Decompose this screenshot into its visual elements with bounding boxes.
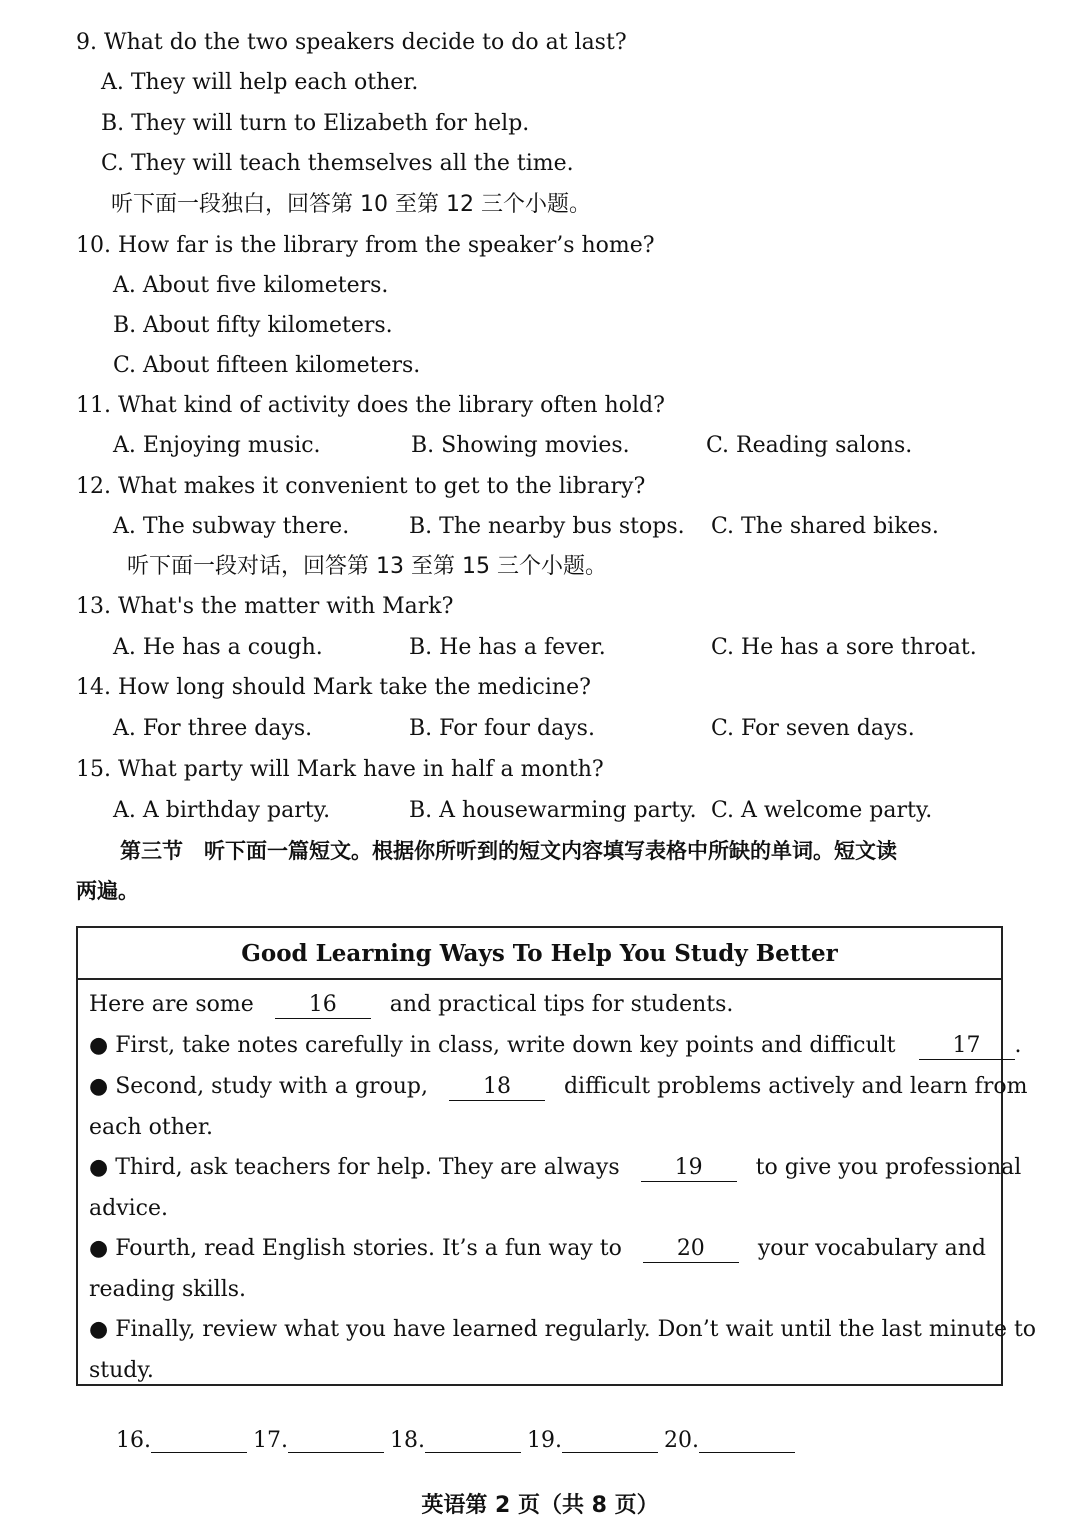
q10-option-b: B. About fifty kilometers. — [113, 313, 393, 338]
q9-option-b: B. They will turn to Elizabeth for help. — [101, 111, 530, 136]
q12-stem: 12. What makes it convenient to get to the library? — [76, 474, 646, 499]
blank-18: 18 — [449, 1074, 545, 1101]
table-row-third: ● Third, ask teachers for help. They are always 19 to give you professional — [89, 1155, 1022, 1180]
answer-lines — [116, 1428, 801, 1453]
q13-option-b: B. He has a fever. — [409, 635, 606, 660]
table-row-finally: ● Finally, review what you have learned regularly. Don’t wait until the last minute to — [89, 1317, 1037, 1342]
q15-option-c: C. A welcome party. — [711, 798, 933, 823]
q14-stem: 14. How long should Mark take the medicine? — [76, 675, 591, 700]
table-row-first: ● First, take notes carefully in class, write down key points and difficult 17 . — [89, 1033, 1022, 1058]
q14-option-c: C. For seven days. — [711, 716, 915, 741]
blank-19: 19 — [641, 1155, 737, 1182]
table-row-third-cont: advice. — [89, 1196, 168, 1221]
table-row-second-cont: each other. — [89, 1115, 213, 1140]
fill-in-table — [76, 926, 1037, 1386]
q13-option-c: C. He has a sore throat. — [711, 635, 977, 660]
instruction-13-15: 听下面一段对话，回答第 13 至第 15 三个小题。 — [127, 554, 607, 579]
answer-20[interactable]: 20. — [664, 1428, 795, 1453]
q13-stem: 13. What's the matter with Mark? — [76, 594, 454, 619]
table-row-fourth-cont: reading skills. — [89, 1277, 247, 1302]
q14-option-b: B. For four days. — [409, 716, 595, 741]
q11-option-c: C. Reading salons. — [706, 433, 913, 458]
answer-19[interactable]: 19. — [527, 1428, 658, 1453]
section3-instruction: 第三节 听下面一篇短文。根据你所听到的短文内容填写表格中所缺的单词。短文读 — [120, 839, 897, 863]
q12-option-a: A. The subway there. — [113, 514, 350, 539]
page-footer: 英语第 2 页（共 8 页） — [421, 1493, 659, 1518]
q9-option-c: C. They will teach themselves all the time. — [101, 151, 574, 176]
section3-instruction-cont: 两遍。 — [76, 879, 139, 903]
answer-17[interactable]: 17. — [253, 1428, 384, 1453]
q11-stem: 11. What kind of activity does the library often hold? — [76, 393, 665, 418]
q15-option-a: A. A birthday party. — [113, 798, 331, 823]
q15-stem: 15. What party will Mark have in half a month? — [76, 757, 604, 782]
table-row-second: ● Second, study with a group, 18 difficult problems actively and learn from — [89, 1074, 1028, 1099]
table-row-finally-cont: study. — [89, 1358, 154, 1383]
q10-option-c: C. About fifteen kilometers. — [113, 353, 421, 378]
q10-option-a: A. About five kilometers. — [113, 273, 389, 298]
q9-option-a: A. They will help each other. — [101, 70, 419, 95]
blank-16: 16 — [275, 992, 371, 1019]
blank-17: 17 — [919, 1033, 1015, 1060]
blank-20: 20 — [643, 1236, 739, 1263]
table-row-fourth: ● Fourth, read English stories. It’s a fun way to 20 your vocabulary and — [89, 1236, 986, 1261]
q12-option-c: C. The shared bikes. — [711, 514, 939, 539]
answer-16[interactable]: 16. — [116, 1428, 247, 1453]
q13-option-a: A. He has a cough. — [113, 635, 323, 660]
q14-option-a: A. For three days. — [113, 716, 313, 741]
table-title: Good Learning Ways To Help You Study Better — [78, 928, 1001, 980]
q11-option-a: A. Enjoying music. — [113, 433, 321, 458]
instruction-10-12: 听下面一段独白，回答第 10 至第 12 三个小题。 — [111, 192, 591, 217]
q15-option-b: B. A housewarming party. — [409, 798, 697, 823]
q11-option-b: B. Showing movies. — [411, 433, 630, 458]
q12-option-b: B. The nearby bus stops. — [409, 514, 685, 539]
q9-stem: 9. What do the two speakers decide to do at last? — [76, 30, 627, 55]
answer-18[interactable]: 18. — [390, 1428, 521, 1453]
q10-stem: 10. How far is the library from the speaker’s home? — [76, 233, 655, 258]
table-row-intro: Here are some 16 and practical tips for students. — [89, 992, 734, 1017]
